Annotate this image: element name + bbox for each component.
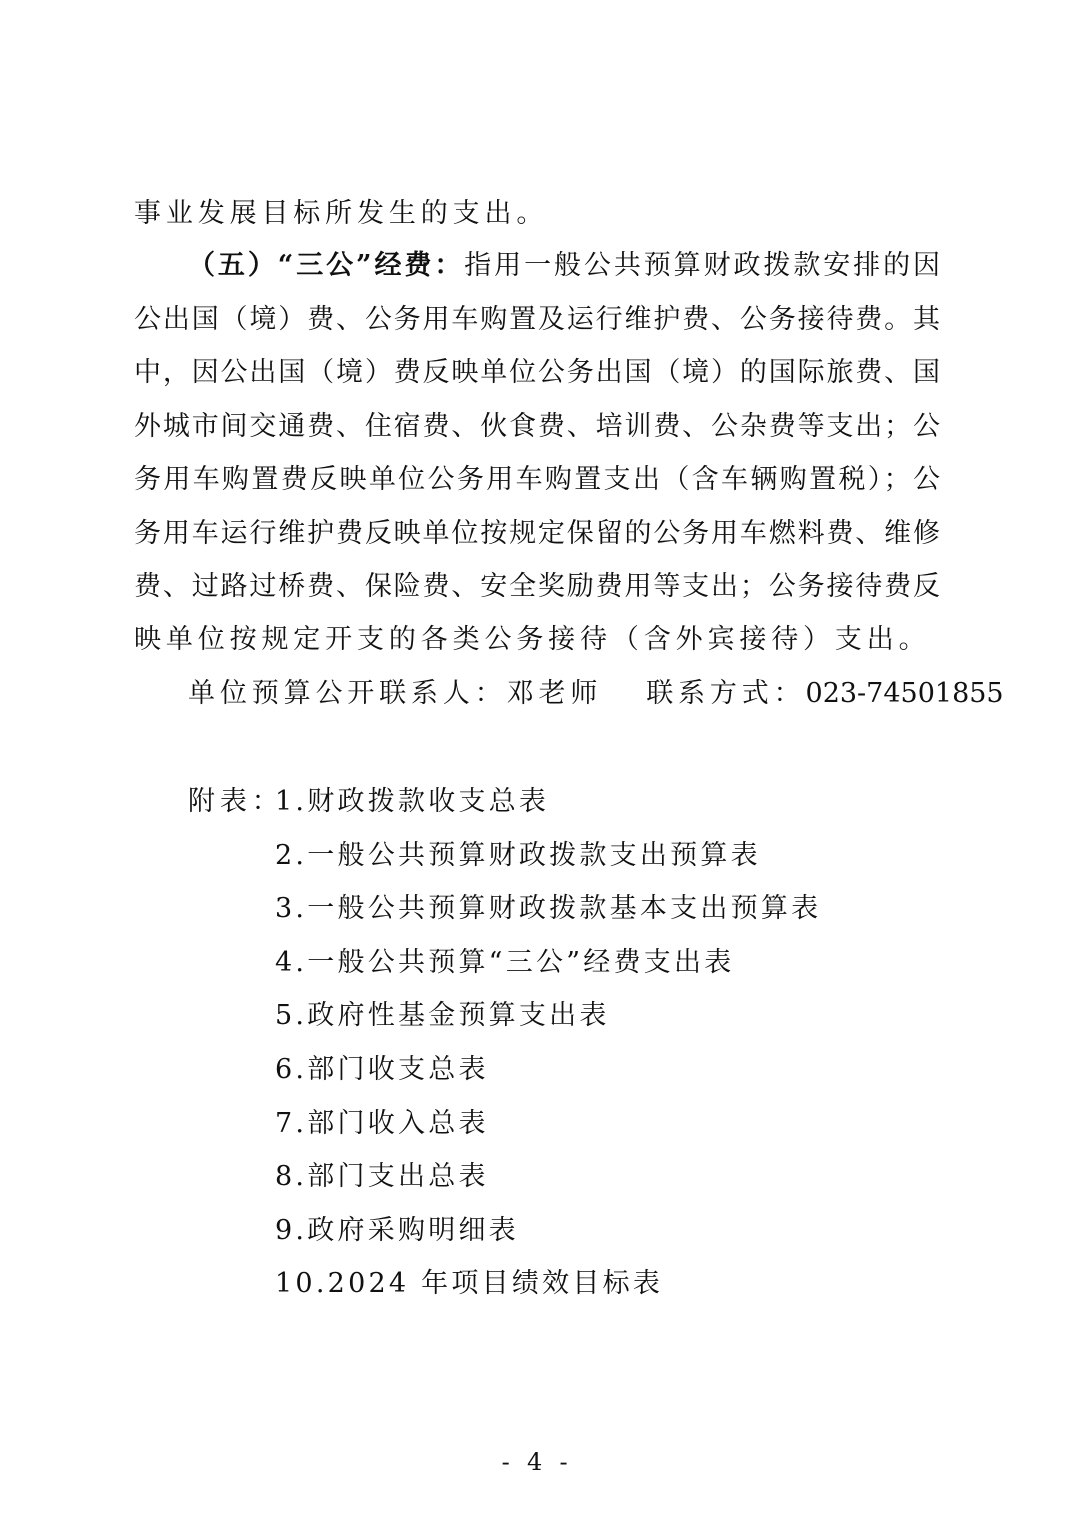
appendix-item-3: 3.一般公共预算财政拨款基本支出预算表 [275,893,822,924]
contact-person-name: 邓老师 [506,678,603,709]
appendix-item-2: 2.一般公共预算财政拨款支出预算表 [275,840,761,871]
appendix-item-6: 6.部门收支总表 [275,1054,489,1085]
appendix-item-4: 4.一般公共预算“三公”经费支出表 [275,947,735,978]
appendix-item-1: 1.财政拨款收支总表 [275,786,550,817]
appendix-item-8: 8.部门支出总表 [275,1161,489,1192]
section-5-line-6: 务用车运行维护费反映单位按规定保留的公务用车燃料费、维修 [134,518,940,549]
appendix-label: 附表： [188,786,284,817]
section-5-line-3: 中，因公出国（境）费反映单位公务出国（境）的国际旅费、国 [134,357,940,388]
section-5-line-8: 映单位按规定开支的各类公务接待（含外宾接待）支出。 [134,624,931,655]
contact-phone-label: 联系方式： [646,678,806,709]
section-5-line-2: 公出国（境）费、公务用车购置及运行维护费、公务接待费。其 [134,304,940,335]
section-5-line-5: 务用车购置费反映单位公务用车购置支出（含车辆购置税）；公 [134,464,940,495]
contact-phone-number: 023-74501855 [805,678,1004,709]
section-5-line-7: 费、过路过桥费、保险费、安全奖励费用等支出；公务接待费反 [134,571,940,602]
section-5-heading: （五）“三公”经费： [188,250,465,281]
appendix-item-7: 7.部门收入总表 [275,1108,489,1139]
appendix-item-9: 9.政府采购明细表 [275,1215,519,1246]
contact-line [188,676,1004,712]
section-5-line-4: 外城市间交通费、住宿费、伙食费、培训费、公杂费等支出；公 [134,411,940,442]
section-5-first-line [188,248,940,284]
contact-person-label: 单位预算公开联系人： [188,678,507,709]
page-number: - 4 - [501,1448,573,1476]
paragraph-continuation: 事业发展目标所发生的支出。 [134,198,549,229]
appendix-item-5: 5.政府性基金预算支出表 [275,1000,610,1031]
section-5-first-line-text: 指用一般公共预算财政拨款安排的因 [464,250,941,281]
appendix-item-10: 10.2024 年项目绩效目标表 [275,1268,664,1299]
